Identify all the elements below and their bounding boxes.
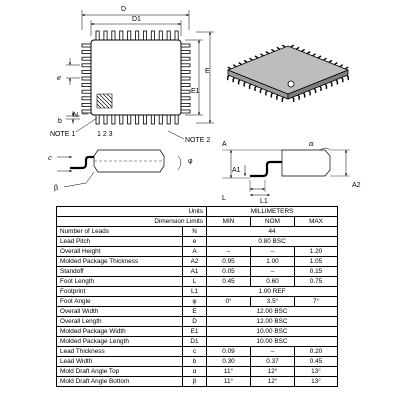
height-a-label: A: [222, 141, 227, 148]
right-pin: [181, 77, 190, 80]
nom-value: –: [251, 267, 295, 277]
top-pin: [151, 31, 154, 40]
iso-pin: [329, 60, 332, 62]
standoff-a1-label: A1: [232, 167, 241, 174]
dimension-row: [57, 237, 338, 247]
dimension-symbol: N: [183, 227, 207, 237]
min-value: 0.09: [207, 347, 251, 357]
dimension-name: Overall Height: [57, 247, 183, 257]
nom-value: 12°: [251, 377, 295, 387]
lead-n-label: N: [73, 112, 79, 119]
top-pin: [136, 31, 139, 40]
lead-c-label: c: [48, 154, 52, 162]
bottom-pin: [128, 115, 131, 124]
isometric-view: [228, 45, 349, 102]
dimension-name: Molded Package Width: [57, 327, 183, 337]
dimension-symbol: e: [183, 237, 207, 247]
dimension-name: Lead Pitch: [57, 237, 183, 247]
dimension-symbol: b: [183, 357, 207, 367]
iso-pin: [318, 56, 321, 58]
bottom-pin: [151, 115, 154, 124]
dimension-name: Molded Package Thickness: [57, 257, 183, 267]
dimension-row: [57, 327, 338, 337]
left-pin: [82, 77, 91, 80]
iso-pin: [296, 47, 299, 49]
dimension-limits-label: Dimension Limits: [57, 217, 207, 227]
min-value: 0.45: [207, 277, 251, 287]
dimension-name: Mold Draft Angle Bottom: [57, 377, 183, 387]
dimension-value: 12.00 BSC: [207, 307, 338, 317]
left-pin: [82, 97, 91, 100]
pitch-e-label: e: [57, 74, 62, 82]
top-pin: [143, 31, 146, 40]
right-pin: [181, 97, 190, 100]
dim-d-label: D: [121, 6, 127, 13]
min-value: 0°: [207, 297, 251, 307]
iso-pin: [282, 45, 285, 47]
left-pin: [82, 90, 91, 93]
units-label: Units: [57, 207, 207, 217]
nom-value: 3.5°: [251, 297, 295, 307]
iso-pin: [233, 65, 236, 67]
right-pin: [181, 110, 190, 113]
min-value: 11°: [207, 377, 251, 387]
bottom-pin: [136, 115, 139, 124]
left-pin: [82, 51, 91, 54]
lead-b-label: b: [58, 118, 62, 125]
dimension-symbol: φ: [183, 297, 207, 307]
left-pin: [82, 64, 91, 67]
dimension-name: Number of Leads: [57, 227, 183, 237]
nom-value: –: [251, 347, 295, 357]
right-pin: [181, 90, 190, 93]
thickness-a2-label: A2: [352, 182, 361, 189]
dimension-name: Overall Length: [57, 317, 183, 327]
dimension-value: 44: [207, 227, 338, 237]
min-value: 0.95: [207, 257, 251, 267]
iso-pin: [250, 58, 253, 60]
dimension-symbol: β: [183, 377, 207, 387]
top-pin: [128, 31, 131, 40]
iso-pin: [323, 58, 326, 60]
iso-pin: [291, 45, 294, 47]
note1-label: NOTE 1: [50, 131, 76, 138]
dimension-symbol: L1: [183, 287, 207, 297]
dimension-row: [57, 227, 338, 237]
dimension-row: [57, 287, 338, 297]
units-value: MILLIMETERS: [207, 207, 338, 217]
left-pin: [82, 44, 91, 47]
nom-value: 0.37: [251, 357, 295, 367]
phi-label: φ: [188, 158, 193, 165]
dimension-name: Overall Width: [57, 307, 183, 317]
max-value: 1.20: [295, 247, 338, 257]
right-pins: [181, 44, 190, 113]
right-pin: [181, 44, 190, 47]
top-pin: [167, 31, 170, 40]
top-pin: [104, 31, 107, 40]
dimension-name: Footprint: [57, 287, 183, 297]
right-pin: [181, 84, 190, 87]
dimension-symbol: A2: [183, 257, 207, 267]
alpha-label: α: [309, 140, 314, 148]
right-pin: [181, 64, 190, 67]
note2-label: NOTE 2: [185, 137, 211, 144]
dimension-symbol: α: [183, 367, 207, 377]
left-pins: [82, 44, 91, 113]
dimension-symbol: D1: [183, 337, 207, 347]
dimension-name: Foot Angle: [57, 297, 183, 307]
nom-value: 1.00: [251, 257, 295, 267]
dimension-symbol: E: [183, 307, 207, 317]
dimension-name: Lead Thickness: [57, 347, 183, 357]
top-pin: [96, 31, 99, 40]
dimension-value: 10.00 BSC: [207, 327, 338, 337]
max-value: 13°: [295, 377, 338, 387]
dimension-row: [57, 377, 338, 387]
beta-label: β: [54, 185, 59, 192]
dimension-name: Mold Draft Angle Top: [57, 367, 183, 377]
pin1-dot: [288, 81, 294, 87]
dimension-rows: [57, 227, 338, 387]
nom-value: 0.60: [251, 277, 295, 287]
bottom-pin: [96, 115, 99, 124]
top-pins: [96, 31, 178, 40]
iso-pin: [302, 49, 305, 51]
bottom-pin: [159, 115, 162, 124]
nom-value: –: [251, 247, 295, 257]
dimension-name: Lead Width: [57, 357, 183, 367]
right-pin: [181, 70, 190, 73]
left-pin: [82, 103, 91, 106]
dimension-symbol: c: [183, 347, 207, 357]
pin-numbers-label: 1 2 3: [97, 131, 113, 138]
left-pin: [82, 110, 91, 113]
dimension-symbol: A: [183, 247, 207, 257]
left-pin: [82, 57, 91, 60]
iso-pin: [277, 47, 280, 49]
max-value: 1.05: [295, 257, 338, 267]
left-pin: [82, 70, 91, 73]
dimension-row: [57, 277, 338, 287]
footprint-l1-label: L1: [260, 198, 268, 205]
dimension-row: [57, 367, 338, 377]
top-view: [66, 10, 214, 139]
iso-pin: [255, 56, 258, 58]
foot-l-label: L: [222, 195, 226, 202]
bottom-pin: [167, 115, 170, 124]
dimension-row: [57, 307, 338, 317]
max-value: 0.15: [295, 267, 338, 277]
header-row: [57, 217, 338, 227]
max-value: 0.75: [295, 277, 338, 287]
dimension-name: Standoff: [57, 267, 183, 277]
right-pin: [181, 51, 190, 54]
dim-d1-label: D1: [132, 16, 141, 23]
bottom-pin: [112, 115, 115, 124]
dimension-value: 10.00 BSC: [207, 337, 338, 347]
iso-pin: [271, 49, 274, 51]
units-row: [57, 207, 338, 217]
dimension-symbol: A1: [183, 267, 207, 277]
iso-body-top: [228, 46, 348, 94]
dimension-row: [57, 347, 338, 357]
bottom-pins: [96, 115, 178, 124]
max-value: 13°: [295, 367, 338, 377]
iso-pin: [340, 65, 343, 67]
right-pin: [181, 103, 190, 106]
dimension-row: [57, 257, 338, 267]
nom-header: NOM: [251, 217, 295, 227]
max-value: 0.20: [295, 347, 338, 357]
max-header: MAX: [295, 217, 338, 227]
dim-e-label: E: [205, 68, 210, 75]
dim-e1-label: E1: [191, 88, 200, 95]
top-pin: [159, 31, 162, 40]
iso-pin: [266, 52, 269, 54]
dimension-value: 1.00 REF: [207, 287, 338, 297]
iso-pin: [228, 67, 231, 69]
dimension-row: [57, 247, 338, 257]
min-value: –: [207, 247, 251, 257]
iso-pin: [313, 54, 316, 56]
min-value: 0.05: [207, 267, 251, 277]
bottom-pin: [175, 115, 178, 124]
iso-pin: [345, 67, 348, 69]
dimension-table: [56, 206, 338, 387]
dimension-row: [57, 297, 338, 307]
min-value: 11°: [207, 367, 251, 377]
dimension-name: Molded Package Length: [57, 337, 183, 347]
iso-pin: [334, 63, 337, 65]
side-view-left: [57, 150, 181, 187]
dimension-row: [57, 317, 338, 327]
dimension-row: [57, 267, 338, 277]
dimension-value: 0.80 BSC: [207, 237, 338, 247]
min-value: 0.30: [207, 357, 251, 367]
dimension-row: [57, 357, 338, 367]
side-view-right: [222, 148, 350, 195]
top-pin: [175, 31, 178, 40]
max-value: 7°: [295, 297, 338, 307]
dimension-symbol: D: [183, 317, 207, 327]
top-pin: [120, 31, 123, 40]
top-pin: [112, 31, 115, 40]
dimension-value: 12.00 BSC: [207, 317, 338, 327]
dimension-symbol: E1: [183, 327, 207, 337]
nom-value: 12°: [251, 367, 295, 377]
dimension-symbol: L: [183, 277, 207, 287]
right-pin: [181, 57, 190, 60]
min-header: MIN: [207, 217, 251, 227]
max-value: 0.45: [295, 357, 338, 367]
iso-pin: [307, 52, 310, 54]
left-pin: [82, 84, 91, 87]
bottom-pin: [120, 115, 123, 124]
pin1-corner-hatch: [97, 94, 112, 108]
dimension-name: Foot Length: [57, 277, 183, 287]
dimension-row: [57, 337, 338, 347]
bottom-pin: [143, 115, 146, 124]
iso-pin: [239, 63, 242, 65]
iso-pin: [244, 60, 247, 62]
iso-pin: [260, 54, 263, 56]
bottom-pin: [104, 115, 107, 124]
